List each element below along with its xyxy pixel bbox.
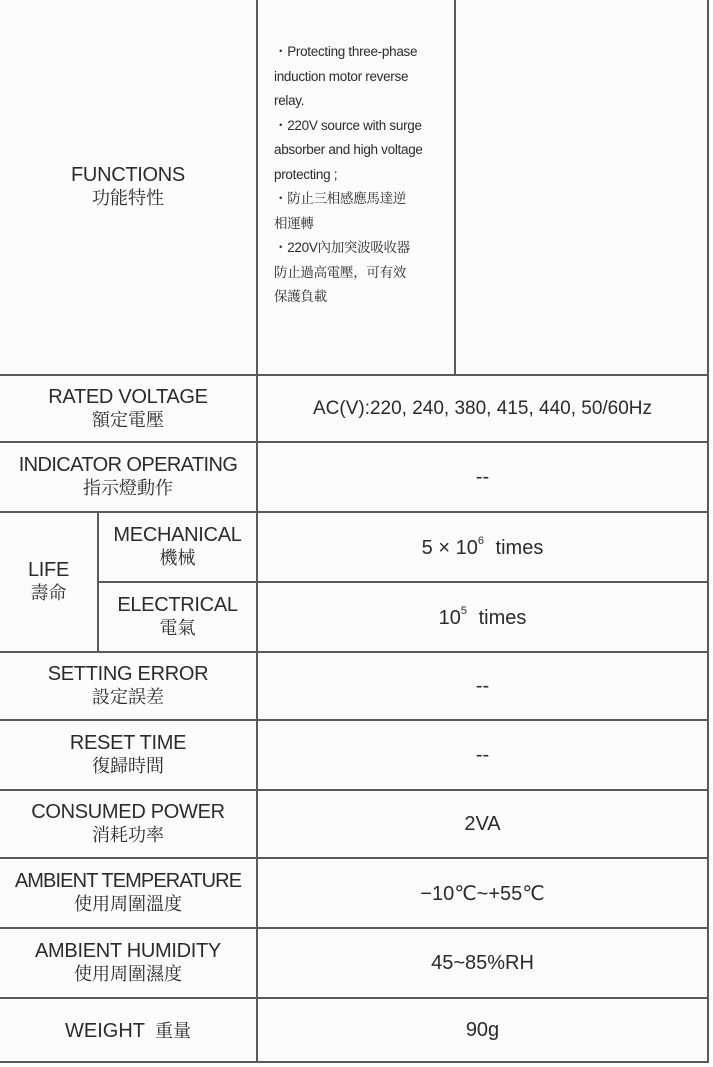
reset-time-value: -- bbox=[475, 743, 490, 766]
consumed-power-value: 2VA bbox=[464, 812, 501, 835]
indicator-value: -- bbox=[475, 465, 490, 488]
row-ambient-humidity bbox=[0, 928, 708, 998]
consumed-power-label-cell bbox=[0, 790, 257, 858]
setting-error-label-cell bbox=[0, 652, 257, 720]
electrical-label-en: ELECTRICAL bbox=[117, 594, 238, 616]
functions-line: protecting ; bbox=[274, 166, 338, 182]
functions-line: ・220V內加突波吸收器 bbox=[274, 240, 410, 255]
functions-label-cell bbox=[0, 0, 257, 375]
mechanical-value-unit: times bbox=[495, 536, 544, 559]
setting-error-value-cell bbox=[257, 652, 708, 720]
electrical-label-zh: 電氣 bbox=[159, 618, 196, 639]
reset-time-label-en: RESET TIME bbox=[69, 732, 187, 754]
row-consumed-power bbox=[0, 790, 708, 858]
reset-time-label-zh: 復歸時間 bbox=[92, 756, 164, 777]
indicator-value-cell bbox=[257, 442, 708, 512]
ambient-humidity-label-en: AMBIENT HUMIDITY bbox=[35, 940, 221, 962]
ambient-humidity-label-zh: 使用周圍濕度 bbox=[74, 964, 182, 985]
mechanical-label-cell bbox=[98, 512, 257, 582]
functions-line: absorber and high voltage bbox=[274, 142, 423, 157]
functions-line: ・防止三相感應馬達逆 bbox=[274, 191, 406, 206]
electrical-value-cell bbox=[257, 582, 708, 652]
functions-label-en: FUNCTIONS bbox=[71, 164, 185, 186]
row-indicator bbox=[0, 442, 708, 512]
indicator-label-en: INDICATOR OPERATING bbox=[18, 454, 238, 476]
functions-line: 相運轉 bbox=[274, 215, 314, 231]
rated-voltage-label-zh: 額定電壓 bbox=[92, 409, 164, 431]
weight-label-cell bbox=[0, 998, 257, 1062]
weight-value-cell bbox=[257, 998, 708, 1062]
rated-voltage-value-cell bbox=[257, 375, 708, 442]
ambient-humidity-label-cell bbox=[0, 928, 257, 998]
electrical-value bbox=[438, 604, 527, 629]
mechanical-label-zh: 機械 bbox=[159, 548, 196, 569]
mechanical-value-base: 5 × 10 bbox=[421, 536, 478, 559]
ambient-temperature-value-cell bbox=[257, 858, 708, 928]
functions-line: ・Protecting three-phase bbox=[274, 44, 418, 59]
weight-value: 90g bbox=[465, 1018, 500, 1041]
functions-text-cell bbox=[257, 0, 455, 375]
indicator-label-cell bbox=[0, 442, 257, 512]
row-functions bbox=[0, 0, 708, 375]
electrical-label-cell bbox=[98, 582, 257, 652]
setting-error-label-zh: 設定誤差 bbox=[92, 687, 164, 708]
weight-label-zh: 重量 bbox=[155, 1021, 191, 1042]
row-ambient-temperature bbox=[0, 858, 708, 928]
functions-line: induction motor reverse bbox=[274, 68, 409, 84]
rated-voltage-value: AC(V):220, 240, 380, 415, 440, 50/60Hz bbox=[312, 397, 653, 419]
mechanical-value-cell bbox=[257, 512, 708, 582]
row-life-electrical bbox=[0, 582, 708, 652]
setting-error-value: -- bbox=[475, 674, 490, 697]
reset-time-label-cell bbox=[0, 720, 257, 790]
ambient-temperature-label-cell bbox=[0, 858, 257, 928]
row-rated-voltage bbox=[0, 375, 708, 442]
ambient-humidity-value: 45~85%RH bbox=[431, 951, 534, 974]
rated-voltage-label-en: RATED VOLTAGE bbox=[48, 385, 208, 408]
functions-label-zh: 功能特性 bbox=[92, 188, 164, 209]
electrical-value-exponent: 5 bbox=[460, 604, 467, 617]
row-reset-time bbox=[0, 720, 708, 790]
weight-label-en: WEIGHT bbox=[65, 1020, 145, 1042]
indicator-label-zh: 指示燈動作 bbox=[83, 478, 173, 499]
consumed-power-label-en: CONSUMED POWER bbox=[31, 801, 225, 823]
setting-error-label-en: SETTING ERROR bbox=[47, 663, 209, 685]
reset-time-value-cell bbox=[257, 720, 708, 790]
mechanical-value bbox=[421, 534, 544, 559]
life-label-zh: 壽命 bbox=[30, 583, 67, 604]
row-weight bbox=[0, 998, 708, 1062]
functions-line: 保護負載 bbox=[274, 289, 327, 304]
functions-empty-cell bbox=[455, 0, 708, 375]
electrical-value-unit: times bbox=[478, 606, 527, 629]
rated-voltage-label-cell bbox=[0, 375, 257, 442]
life-label-en: LIFE bbox=[27, 559, 70, 581]
consumed-power-label-zh: 消耗功率 bbox=[92, 825, 164, 846]
functions-line: 防止過高電壓，可有效 bbox=[274, 264, 406, 280]
ambient-temperature-label-en: AMBIENT TEMPERATURE bbox=[14, 870, 242, 892]
mechanical-value-exponent: 6 bbox=[477, 534, 484, 547]
ambient-humidity-value-cell bbox=[257, 928, 708, 998]
functions-line: ・220V source with surge bbox=[274, 117, 422, 133]
row-life-mechanical bbox=[0, 512, 708, 582]
ambient-temperature-label-zh: 使用周圍溫度 bbox=[74, 894, 182, 915]
life-label-cell bbox=[0, 512, 98, 652]
consumed-power-value-cell bbox=[257, 790, 708, 858]
mechanical-label-en: MECHANICAL bbox=[113, 524, 242, 546]
ambient-temperature-value: −10℃~+55℃ bbox=[420, 882, 545, 905]
electrical-value-base: 10 bbox=[438, 606, 461, 629]
functions-list bbox=[258, 0, 454, 310]
functions-line: relay. bbox=[274, 93, 305, 108]
row-setting-error bbox=[0, 652, 708, 720]
